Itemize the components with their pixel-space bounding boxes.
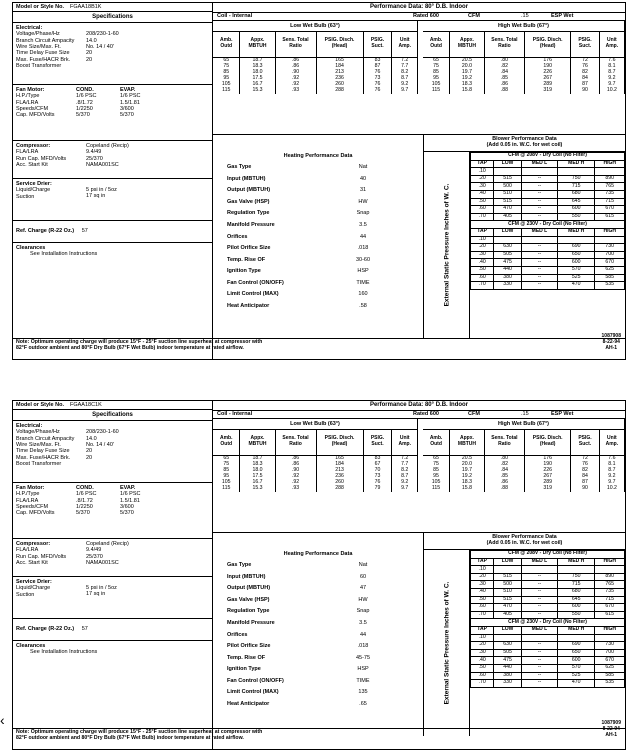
low-wet-bulb-table: Low Wet Bulb (63°) Amb. Outd Appx. MBTUH Sens. Total Ratio PSIG. Disch. (Head) PSIG. Suct. Unit Amp. 65 18.7 .86 165 83 7.2 75 18.3 .86 184 87 7.7 85 18.0 .90 213 76 8.2 95 17.5 .92 236 73 8.7 105 16.7 .92 260 76 9.2 115 15.3 .93 288 76 9.7 xyxy=(213,21,418,94)
service-drier-block: Service Drier: Liquid/Charge Suction 5 psi in / 5oz 17 sq in xyxy=(13,179,213,221)
heating-row: Gas Type Nat xyxy=(227,163,368,170)
heating-row: Output (MBTUH) 31 xyxy=(227,187,367,194)
blower-performance: Blower Performance Data (Add 0.05 in. W.C. for wet coil) External Static Pressure Inches of W. C. CFM @ 208V - Dry Coil (No Filter) TAP LOW MED L MED H HIGH .10 .20 515 -- 750 890 .30 500 -- 715 765 .40 510 -- 680 735 .50 515 -- 645 715 .60 470 -- 600 670 .70 405 -- 550 615 CFM @ 230V - Dry Coil (No Filter) TAP LOW MED L MED H HIGH .10 .20 630 -- 690 730 .30 505 -- 650 700 .40 475 -- 600 670 .50 440 -- 570 625 .60 380 -- 525 585 .70 330 -- 470 535 xyxy=(423,134,625,338)
low-wet-bulb-table: Low Wet Bulb (63°) Amb. Outd Appx. MBTUH Sens. Total Ratio PSIG. Disch. (Head) PSIG. Suct. Unit Amp. 65 18.7 .86 165 83 7.2 75 18.3 .86 184 67 7.7 85 18.0 .90 213 70 8.2 95 17.5 .92 236 73 8.7 105 16.7 .92 260 76 9.2 115 15.3 .93 288 79 9.7 xyxy=(213,419,418,492)
doc-code: 1087908 8-22-94 AH-1 xyxy=(601,333,621,351)
compressor-block: Compressor: FLA/LRA Run Cap. MFD/Volts Acc. Start Kit Copeland (Recip) 9.4/49 25/370 NAMA001SC xyxy=(13,539,213,577)
heating-row: Regulation Type Snap xyxy=(227,608,370,615)
specifications-title: Specifications xyxy=(13,410,212,421)
refrigerant-charge: Ref. Charge (R-22 Oz.) 57 xyxy=(13,221,213,243)
charge-note: Note: Optimum operating charge will produce 15°F - 25°F suction line superheat at compressor with 82°F outdoor ambient and 80°F Dry Bulb (67°F Wet Bulb) indoor temperature at rated airflow. xyxy=(13,338,625,353)
heating-row: Temp. Rise OF 45-75 xyxy=(227,654,371,661)
spec-sheet xyxy=(12,2,626,360)
blower-performance: Blower Performance Data (Add 0.05 in. W.C. for wet coil) External Static Pressure Inches of W. C. CFM @ 208V - Dry Coil (No Filter) TAP LOW MED L MED H HIGH .10 .20 515 -- 750 890 .30 500 -- 715 765 .40 510 -- 680 735 .50 515 -- 645 715 .60 470 -- 600 670 .70 405 -- 550 615 CFM @ 230V - Dry Coil (No Filter) TAP LOW MED L MED H HIGH .10 .20 630 -- 690 730 .30 505 -- 650 700 .40 475 -- 600 670 .50 440 -- 570 625 .60 380 -- 525 585 .70 330 -- 470 535 xyxy=(423,532,625,736)
specifications-panel xyxy=(13,12,213,359)
spec-sheet xyxy=(12,400,626,750)
scan-edge-mark: ‹ xyxy=(0,712,5,728)
heating-row: Gas Valve (HSP) HW xyxy=(227,596,368,603)
heating-performance: Heating Performance Data Gas Type Nat Input (MBTUH) 60 Output (MBTUH) 47 Gas Valve (HSP) HW Regulation Type Snap Manifold Pressure 3.5 Orifices 44 Pilot Orifice Size .018 Temp. Rise OF 45-75 Ignition Type HSP Fan Control (ON/OFF) TIME Limit Control (MAX) 135 Heat Anticipator .65 xyxy=(213,549,423,710)
heating-row: Limit Control (MAX) 160 xyxy=(227,291,368,298)
electrical-block: Electrical: Voltage/Phase/Hz Branch Circuit Ampacity Wire Size/Max. Ft. Time Delay Fuse Size Max. Fuse/HACR Brk. Boost Transformer 208/230-1-60 14.0 No. 14 / 40' 20 20 xyxy=(13,421,213,483)
high-wet-bulb-table: High Wet Bulb (67°) Amb. Outd Appx. MBTUH Sens. Total Ratio PSIG. Disch. (Head) PSIG. Suct. Unit Amp. 65 20.5 .80 176 72 7.6 75 20.0 .82 190 76 8.1 85 19.7 .84 226 82 8.7 95 19.2 .85 267 84 9.2 105 18.3 .86 289 87 9.7 115 15.8 .88 319 90 10.2 xyxy=(423,21,625,94)
heating-row: Heat Anticipator .58 xyxy=(227,303,367,310)
heating-row: Ignition Type HSP xyxy=(227,666,369,673)
model-number: Model or Style No. FGAA18B1K xyxy=(13,3,213,12)
heating-row: Manifold Pressure 3.5 xyxy=(227,221,367,228)
charge-note: Note: Optimum operating charge will produce 15°F - 25°F suction line superheat at compressor with 82°F outdoor ambient and 80°F Dry Bulb (67°F Wet Bulb) indoor temperature at rated airflow. xyxy=(13,728,625,743)
heating-performance: Heating Performance Data Gas Type Nat Input (MBTUH) 40 Output (MBTUH) 31 Gas Valve (HSP) HW Regulation Type Snap Manifold Pressure 3.5 Orifices 44 Pilot Orifice Size .018 Temp. Rise OF 30-60 Ignition Type HSP Fan Control (ON/OFF) TIME Limit Control (MAX) 160 Heat Anticipator .58 xyxy=(213,151,423,312)
performance-title: Performance Data: 80° D.B. Indoor xyxy=(369,402,469,408)
electrical-block: Electrical: Voltage/Phase/Hz Branch Circuit Ampacity Wire Size/Max. Ft. Time Delay Fuse Size Max. Fuse/HACR Brk. Boost Transformer 208/230-1-60 14.0 No. 14 / 40' 20 20 xyxy=(13,23,213,85)
heating-row: Manifold Pressure 3.5 xyxy=(227,619,367,626)
blower-grid: CFM @ 208V - Dry Coil (No Filter) TAP LOW MED L MED H HIGH .10 .20 515 -- 750 890 .30 500 -- 715 765 .40 510 -- 680 735 .50 515 -- 645 715 .60 470 -- 600 670 .70 405 -- 550 615 CFM @ 230V - Dry Coil (No Filter) TAP LOW MED L MED H HIGH .10 .20 630 -- 690 730 .30 505 -- 650 700 .40 475 -- 600 670 .50 440 -- 570 625 .60 380 -- 525 585 .70 330 -- 470 535 xyxy=(470,550,625,688)
static-pressure-label: External Static Pressure Inches of W. C. xyxy=(424,550,470,736)
heating-row: Pilot Orifice Size .018 xyxy=(227,245,369,252)
model-number: Model or Style No. FGAA18C1K xyxy=(13,401,213,410)
heating-row: Fan Control (ON/OFF) TIME xyxy=(227,677,370,684)
service-drier-block: Service Drier: Liquid/Charge Suction 5 psi in / 5oz 17 sq in xyxy=(13,577,213,619)
heating-row: Orifices 44 xyxy=(227,233,367,240)
heating-row: Input (MBTUH) 60 xyxy=(227,573,367,580)
heating-row: Input (MBTUH) 40 xyxy=(227,175,367,182)
compressor-block: Compressor: FLA/LRA Run Cap. MFD/Volts Acc. Start Kit Copeland (Recip) 9.4/49 25/370 NAMA001SC xyxy=(13,141,213,179)
heating-row: Temp. Rise OF 30-60 xyxy=(227,256,371,263)
heating-row: Output (MBTUH) 47 xyxy=(227,585,367,592)
heating-row: Fan Control (ON/OFF) TIME xyxy=(227,279,370,286)
heating-row: Limit Control (MAX) 135 xyxy=(227,689,368,696)
high-wet-bulb-table: High Wet Bulb (67°) Amb. Outd Appx. MBTUH Sens. Total Ratio PSIG. Disch. (Head) PSIG. Suct. Unit Amp. 65 20.5 .80 176 72 7.6 75 20.0 .82 190 76 8.1 85 19.7 .84 226 82 8.7 95 19.2 .85 267 84 9.2 105 18.3 .86 289 87 9.7 115 15.8 .88 319 90 10.2 xyxy=(423,419,625,492)
heating-row: Gas Type Nat xyxy=(227,561,368,568)
coil-bar: Coil - Internal Rated 600 CFM .15 ESP Wet xyxy=(213,410,625,419)
coil-bar: Coil - Internal Rated 600 CFM .15 ESP Wet xyxy=(213,12,625,21)
fan-motor-block: Fan Motor: COND. EVAP. H.P./Type 1/6 PSC 1/6 PSC FLA/LRA .8/1.72 1.5/1.81 Speeds/CFM 1/2250 3/600 Cap. MFD/Volts 5/370 5/370 xyxy=(13,483,213,539)
performance-title: Performance Data: 80° D.B. Indoor xyxy=(369,4,469,10)
heating-row: Regulation Type Snap xyxy=(227,210,370,217)
heating-row: Gas Valve (HSP) HW xyxy=(227,198,368,205)
doc-code: 1087909 8-22-94 AH-1 xyxy=(601,720,621,738)
static-pressure-label: External Static Pressure Inches of W. C. xyxy=(424,152,470,338)
specifications-panel xyxy=(13,410,213,749)
specifications-title: Specifications xyxy=(13,12,212,23)
clearances-block: Clearances See Installation Instructions xyxy=(16,643,98,656)
fan-motor-block: Fan Motor: COND. EVAP. H.P./Type 1/6 PSC 1/6 PSC FLA/LRA .8/1.72 1.5/1.81 Speeds/CFM 1/2250 3/600 Cap. MFD/Volts 5/370 5/370 xyxy=(13,85,213,141)
blower-grid: CFM @ 208V - Dry Coil (No Filter) TAP LOW MED L MED H HIGH .10 .20 515 -- 750 890 .30 500 -- 715 765 .40 510 -- 680 735 .50 515 -- 645 715 .60 470 -- 600 670 .70 405 -- 550 615 CFM @ 230V - Dry Coil (No Filter) TAP LOW MED L MED H HIGH .10 .20 630 -- 690 730 .30 505 -- 650 700 .40 475 -- 600 670 .50 440 -- 570 625 .60 380 -- 525 585 .70 330 -- 470 535 xyxy=(470,152,625,290)
clearances-block: Clearances See Installation Instructions xyxy=(16,245,98,258)
heating-row: Heat Anticipator .65 xyxy=(227,701,367,708)
heating-row: Ignition Type HSP xyxy=(227,268,369,275)
heating-row: Orifices 44 xyxy=(227,631,367,638)
heating-row: Pilot Orifice Size .018 xyxy=(227,643,369,650)
refrigerant-charge: Ref. Charge (R-22 Oz.) 57 xyxy=(13,619,213,641)
